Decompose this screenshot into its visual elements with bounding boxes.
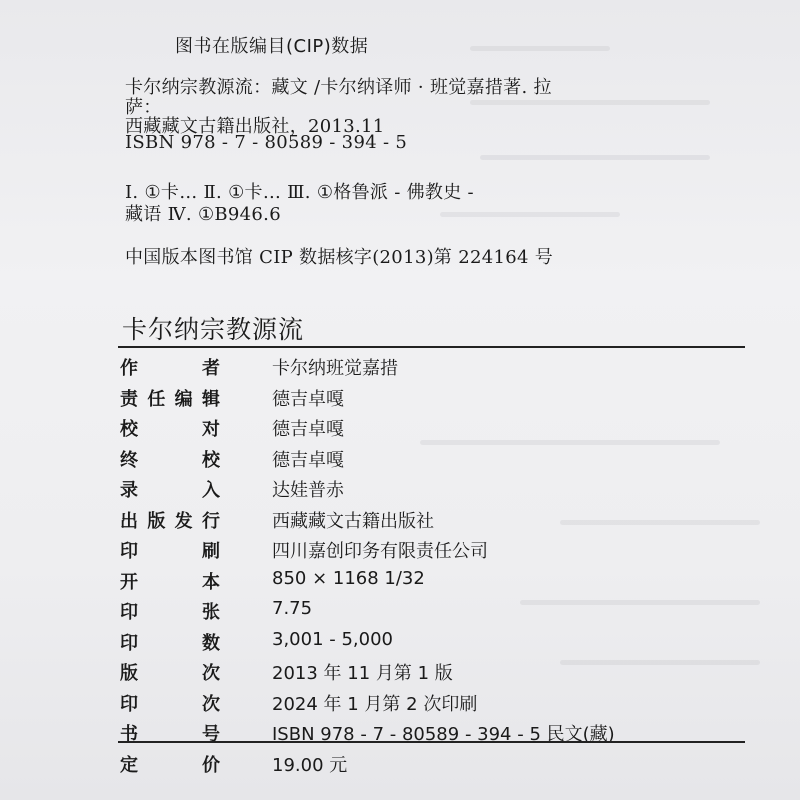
detail-value: 四川嘉创印务有限责任公司 [272, 541, 488, 562]
detail-label: 印次 [120, 693, 220, 715]
detail-row-typist [118, 472, 745, 503]
detail-value: 德吉卓嘎 [272, 449, 344, 471]
detail-label: 校对 [120, 419, 220, 440]
title-divider [118, 346, 745, 348]
detail-label: 版次 [120, 663, 220, 684]
detail-value: 达娃普赤 [272, 480, 344, 501]
detail-row-final-proof [118, 442, 745, 473]
book-title: 卡尔纳宗教源流 [122, 315, 305, 344]
detail-row-edition [118, 655, 745, 686]
detail-label: 开本 [120, 571, 220, 593]
show-through-texture [440, 212, 620, 217]
detail-row-printing [118, 686, 745, 717]
show-through-texture [470, 46, 610, 51]
detail-label: 印刷 [120, 541, 220, 562]
detail-value: 2013 年 11 月第 1 版 [272, 663, 453, 684]
cip-heading: 图书在版编目(CIP)数据 [175, 36, 369, 57]
detail-row-proofreader [118, 411, 745, 442]
detail-row-sheets [118, 594, 745, 625]
detail-value: ISBN 978 - 7 - 80589 - 394 - 5 民文(藏) [272, 724, 615, 745]
detail-row-author [118, 350, 745, 381]
detail-row-price [118, 747, 745, 778]
detail-value: 2024 年 1 月第 2 次印刷 [272, 693, 478, 715]
detail-row-printer [118, 533, 745, 564]
cip-line-2: 萨： [125, 97, 162, 118]
detail-label: 终校 [120, 449, 220, 471]
detail-row-print-run [118, 625, 745, 656]
detail-value: 850 × 1168 1/32 [272, 567, 425, 589]
cip-line-4: ISBN 978 - 7 - 80589 - 394 - 5 [125, 132, 408, 153]
detail-label: 出版发行 [120, 510, 220, 532]
detail-value: 3,001 - 5,000 [272, 628, 393, 650]
detail-value: 德吉卓嘎 [272, 388, 344, 410]
detail-label: 录入 [120, 480, 220, 501]
detail-label: 作者 [120, 358, 220, 379]
detail-label: 定价 [120, 754, 220, 776]
detail-row-format [118, 564, 745, 595]
detail-row-publisher [118, 503, 745, 534]
detail-label: 责任编辑 [120, 388, 220, 410]
cip-line-3: 西藏藏文古籍出版社，2013.11 [125, 116, 385, 137]
detail-value: 西藏藏文古籍出版社 [272, 510, 434, 532]
show-through-texture [470, 100, 710, 105]
cip-line-7: 中国版本图书馆 CIP 数据核字(2013)第 224164 号 [125, 247, 554, 268]
detail-value: 19.00 元 [272, 754, 348, 776]
detail-label: 印张 [120, 602, 220, 623]
detail-label: 印数 [120, 632, 220, 654]
detail-value: 7.75 [272, 598, 313, 619]
detail-row-editor [118, 381, 745, 412]
bottom-divider [118, 741, 745, 743]
publication-details [118, 350, 745, 777]
detail-value: 卡尔纳班觉嘉措 [272, 358, 398, 379]
cip-line-5: Ⅰ. ①卡… Ⅱ. ①卡… Ⅲ. ①格鲁派 - 佛教史 - [125, 182, 474, 203]
show-through-texture [480, 155, 710, 160]
detail-value: 德吉卓嘎 [272, 419, 344, 440]
cip-line-6: 藏语 Ⅳ. ①B946.6 [125, 204, 281, 225]
detail-label: 书号 [120, 724, 220, 745]
cip-line-1: 卡尔纳宗教源流：藏文 /卡尔纳译师 · 班觉嘉措著. 拉 [125, 77, 552, 98]
